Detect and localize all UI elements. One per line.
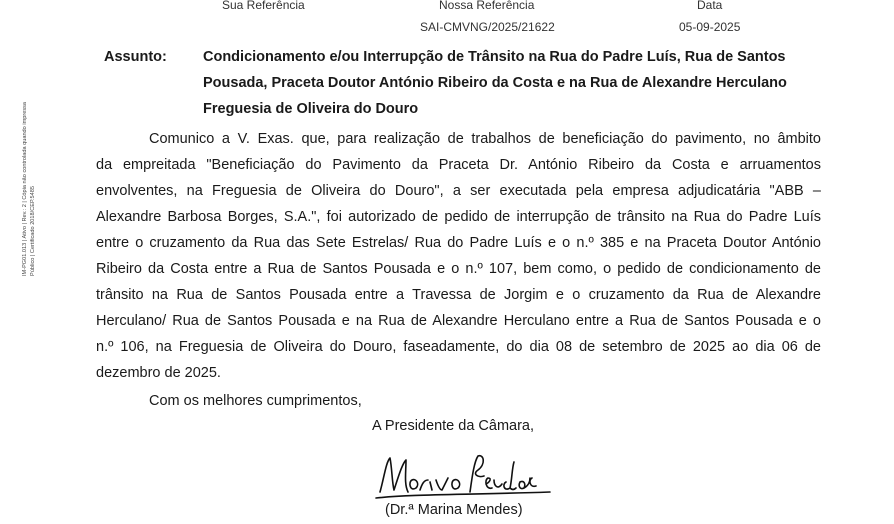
nossa-referencia-value: SAI-CMVNG/2025/21622	[420, 20, 555, 34]
assunto-label: Assunto:	[104, 49, 167, 65]
body-line: entre o cruzamento da Rua das Sete Estrelas/ Rua do Padre Luís e o n.º 385 e na Praceta Doutor António	[96, 235, 821, 251]
body-line: trânsito na Rua de Santos Pousada entre a Travessa de Jorgim e o cruzamento da Rua de Alexandre	[96, 287, 821, 303]
sua-referencia-label: Sua Referência	[222, 0, 305, 12]
body-line: envolventes, na Freguesia de Oliveira do Douro", a ser executada pela empresa adjudicatária "ABB –	[96, 183, 821, 199]
body-line: Comunico a V. Exas. que, para realização de trabalhos de beneficiação do pavimento, no âmbito	[149, 131, 821, 147]
side-note-line-2: Público | Certificado 2018/CEP.5485	[30, 186, 36, 276]
assunto-line: Freguesia de Oliveira do Douro	[203, 101, 419, 117]
document-control-note	[6, 40, 36, 280]
closing-greeting: Com os melhores cumprimentos,	[149, 393, 362, 409]
side-note-line-1: IM-PG01.013 | Ativo | Rev.: 2 | Cópia não controlada quando impressa	[22, 101, 28, 276]
signatory-title: A Presidente da Câmara,	[372, 418, 535, 434]
handwritten-signature	[374, 448, 554, 508]
body-line: dezembro de 2025.	[96, 365, 221, 381]
nossa-referencia-label: Nossa Referência	[439, 0, 535, 12]
data-label: Data	[697, 0, 723, 12]
signatory-name: (Dr.ª Marina Mendes)	[385, 502, 523, 518]
body-line: Ribeiro da Costa entre a Rua de Santos Pousada e o n.º 107, bem como, o pedido de condicionamento de	[96, 261, 821, 277]
assunto-line: Condicionamento e/ou Interrupção de Trânsito na Rua do Padre Luís, Rua de Santos	[203, 49, 786, 65]
body-line: n.º 106, na Freguesia de Oliveira do Douro, faseadamente, do dia 08 de setembro de 2025 ao dia 06 de	[96, 339, 821, 355]
body-line: da empreitada "Beneficiação do Pavimento da Praceta Dr. António Ribeiro da Costa e arruamentos	[96, 157, 821, 173]
body-line: Alexandre Barbosa Borges, S.A.", foi autorizado de pedido de interrupção de trânsito na Rua do Padre Luís	[96, 209, 821, 225]
assunto-line: Pousada, Praceta Doutor António Ribeiro da Costa e na Rua de Alexandre Herculano	[203, 75, 787, 91]
body-line: Herculano/ Rua de Santos Pousada e na Rua de Alexandre Herculano entre a Rua de Santos Pousada e o	[96, 313, 821, 329]
data-value: 05-09-2025	[679, 20, 741, 34]
